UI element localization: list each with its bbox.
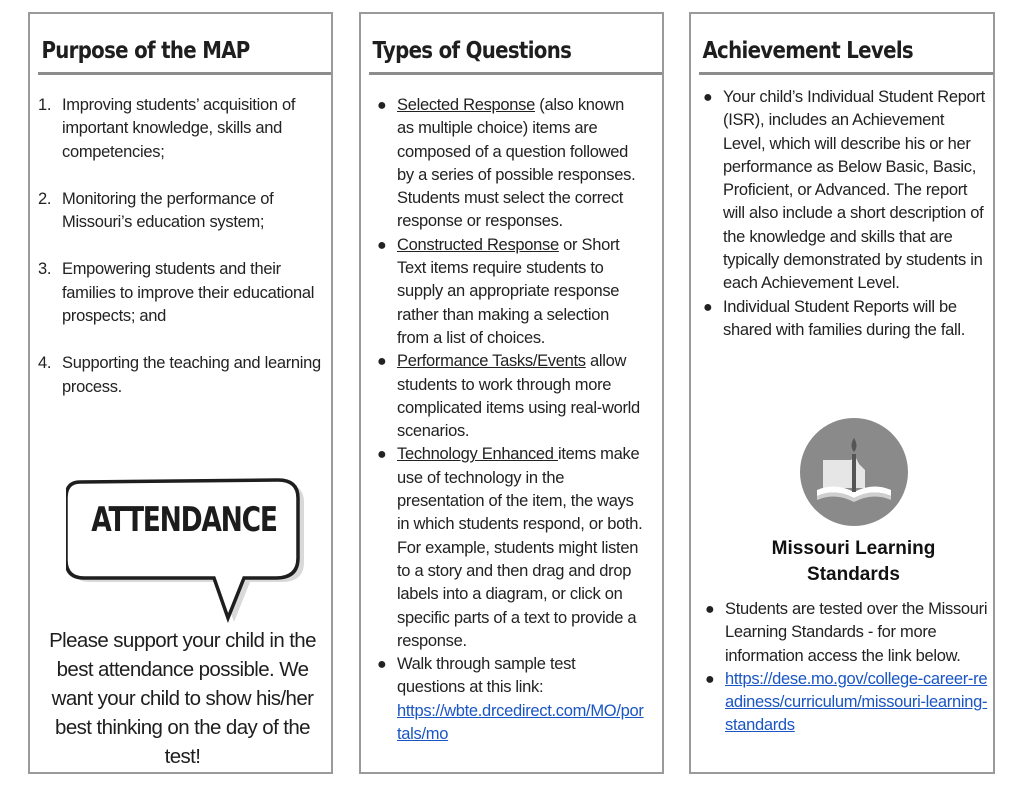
list-item: ● Your child’s Individual Student Report (ISR), includes an Achievement Level, which will describe his or her performance as Below Basic, Basic, Proficient, or Advanced. The report will also include a short description of the knowledge and skills that are typically demonstrated by students in each Achievement Level. (703, 88, 985, 293)
achievement-panel (689, 12, 995, 774)
attendance-message: Please support your child in the best attendance possible. We want your child to show his/her best thinking on the day of the test! (49, 629, 316, 768)
questions-panel (359, 12, 664, 774)
standards-link[interactable]: https://dese.mo.gov/college-career-readiness/curriculum/missouri-learning-standards (725, 669, 988, 735)
questions-list (373, 94, 645, 746)
achievement-list (699, 86, 989, 342)
bullet-dot-icon: ● (377, 353, 387, 371)
list-item: ● Individual Student Reports will be shared with families during the fall. (703, 297, 966, 339)
attendance-word: ATTENDANCE (91, 500, 277, 540)
missouri-book-torch-icon (793, 416, 915, 528)
list-item: ● Technology Enhanced items make use of technology in the presentation of the item, the ways in which students respond, or both. For example, students might listen to a story and then drag and drop labels into a diagram, or click on specific parts of a text to provide a response. (377, 445, 643, 650)
achievement-title: Achievement Levels (699, 34, 995, 75)
list-item: 1. Improving students’ acquisition of important knowledge, skills and competencies; (38, 96, 296, 161)
standards-label: Missouri Learning Standards (771, 538, 936, 585)
list-item: 4. Supporting the teaching and learning process. (38, 354, 321, 396)
bullet-dot-icon: ● (377, 97, 387, 114)
standards-list (701, 598, 989, 738)
speech-bubble-icon (66, 462, 306, 632)
list-item: 2. Monitoring the performance of Missouri’s education system; (38, 189, 274, 232)
list-item: ● Selected Response (also known as multiple choice) items are composed of a question followed by a series of possible responses. Students must select the correct response or responses. (377, 96, 636, 231)
list-item: ● Constructed Response or Short Text items require students to supply an appropriate response rather than making a selection from a list of choices. (377, 235, 620, 347)
list-item: ● Walk through sample test questions at this link: https://wbte.drcedirect.com/MO/portals/mo (377, 655, 644, 744)
questions-title: Types of Questions (369, 34, 664, 75)
list-item (701, 668, 989, 738)
bullet-dot-icon: ● (705, 601, 715, 618)
purpose-title: Purpose of the MAP (38, 34, 333, 75)
list-item: ● Students are tested over the Missouri Learning Standards - for more information access the link below. (705, 600, 988, 665)
missouri-learning-standards-logo (793, 416, 915, 528)
sample-questions-link[interactable]: https://wbte.drcedirect.com/MO/portals/mo (397, 701, 644, 744)
bullet-dot-icon: ● (703, 298, 713, 316)
purpose-list (38, 94, 323, 423)
bullet-dot-icon: ● (377, 236, 387, 254)
attendance-graphic (66, 462, 306, 632)
purpose-panel (28, 12, 333, 774)
bullet-dot-icon: ● (377, 446, 387, 464)
list-item: ● Performance Tasks/Events allow students to work through more complicated items using real-world scenarios. (377, 352, 640, 441)
bullet-dot-icon: ● (705, 670, 715, 688)
bullet-dot-icon: ● (703, 89, 713, 106)
list-item: 3. Empowering students and their families to improve their educational prospects; and (38, 260, 315, 326)
bullet-dot-icon: ● (377, 656, 387, 674)
